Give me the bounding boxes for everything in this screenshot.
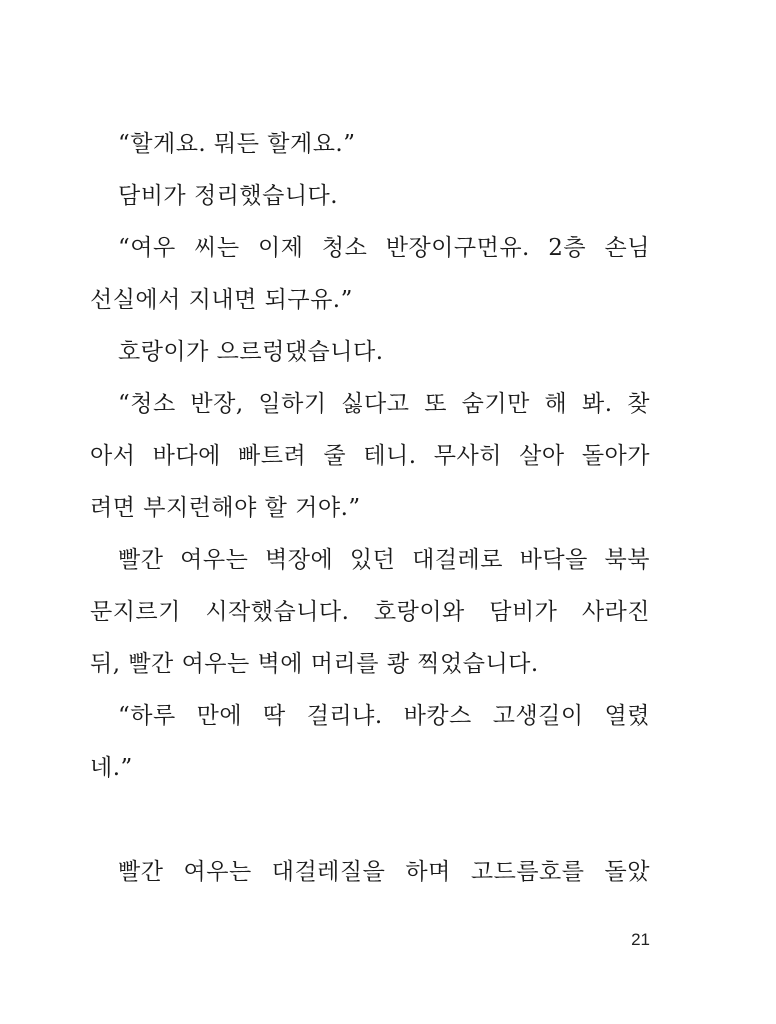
text-line: “하루 만에 딱 걸리냐. 바캉스 고생길이 열렸 xyxy=(118,703,650,729)
text-line: “할게요. 뭐든 할게요.” xyxy=(118,131,356,157)
text-line: 담비가 정리했습니다. xyxy=(118,183,339,209)
text-line: 호랑이가 으르렁댔습니다. xyxy=(118,339,384,365)
blank-line xyxy=(90,794,650,846)
text-line: 빨간 여우는 벽장에 있던 대걸레로 바닥을 북북 xyxy=(118,547,650,573)
body-text xyxy=(90,118,650,898)
text-line: 선실에서 지내면 되구유.” xyxy=(90,287,353,313)
text-line: 려면 부지런해야 할 거야.” xyxy=(90,495,361,521)
text-line: 네.” xyxy=(90,755,133,781)
text-line: “청소 반장, 일하기 싫다고 또 숨기만 해 봐. 찾 xyxy=(118,391,650,417)
text-line: 뒤, 빨간 여우는 벽에 머리를 쾅 찍었습니다. xyxy=(90,651,539,677)
text-line: 문지르기 시작했습니다. 호랑이와 담비가 사라진 xyxy=(90,599,650,625)
page-number: 21 xyxy=(631,930,650,949)
text-line: 빨간 여우는 대걸레질을 하며 고드름호를 돌았 xyxy=(118,859,650,885)
text-line: “여우 씨는 이제 청소 반장이구먼유. 2층 손님 xyxy=(118,235,650,261)
text-line: 아서 바다에 빠트려 줄 테니. 무사히 살아 돌아가 xyxy=(90,443,650,469)
